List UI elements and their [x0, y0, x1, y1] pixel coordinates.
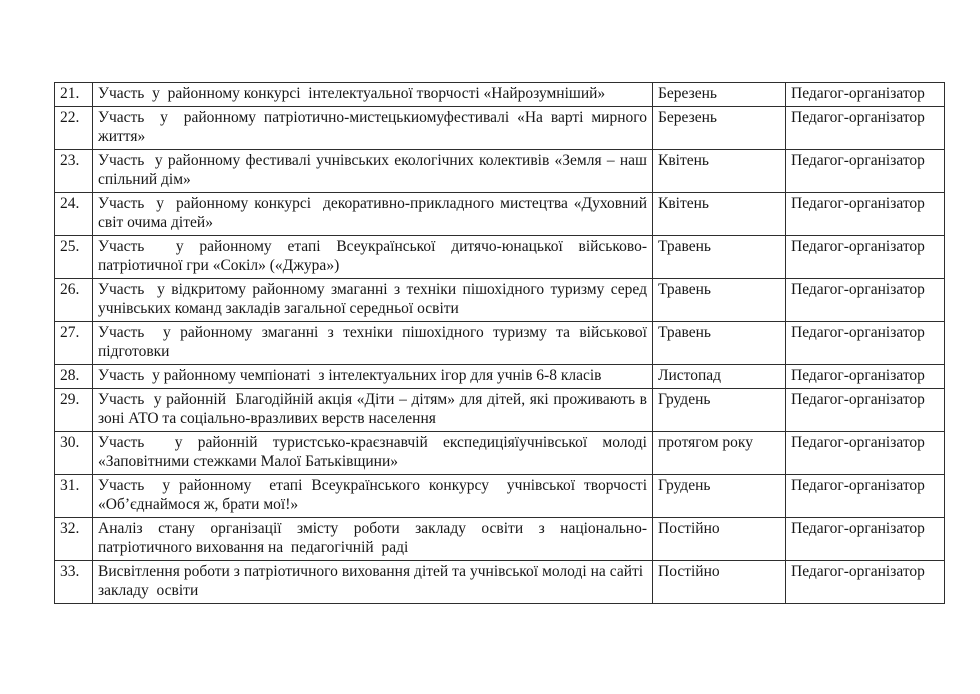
- responsible-cell: Педагог-організатор: [786, 389, 945, 432]
- responsible-cell: Педагог-організатор: [786, 279, 945, 322]
- term-cell: Грудень: [653, 475, 786, 518]
- activity-cell: Участь у районному конкурсі інтелектуальної творчості «Найрозумніший»: [93, 83, 653, 107]
- activity-cell: Участь у районній Благодійній акція «Діти – дітям» для дітей, які проживають в зоні АТО та соціально-вразливих верств населення: [93, 389, 653, 432]
- table-body: [55, 83, 945, 604]
- row-number-cell: 24.: [55, 193, 93, 236]
- term-cell: Березень: [653, 83, 786, 107]
- row-number-cell: 27.: [55, 322, 93, 365]
- responsible-cell: Педагог-організатор: [786, 475, 945, 518]
- table-row: [55, 322, 945, 365]
- responsible-cell: Педагог-організатор: [786, 107, 945, 150]
- table-row: [55, 518, 945, 561]
- row-number-cell: 28.: [55, 365, 93, 389]
- row-number-cell: 29.: [55, 389, 93, 432]
- term-cell: Травень: [653, 279, 786, 322]
- term-cell: Березень: [653, 107, 786, 150]
- activity-cell: Участь у районному етапі Всеукраїнської дитячо-юнацької військово-патріотичної гри «Сокіл» («Джура»): [93, 236, 653, 279]
- table-row: [55, 83, 945, 107]
- term-cell: протягом року: [653, 432, 786, 475]
- row-number-cell: 32.: [55, 518, 93, 561]
- responsible-cell: Педагог-організатор: [786, 193, 945, 236]
- responsible-cell: Педагог-організатор: [786, 83, 945, 107]
- table-row: [55, 193, 945, 236]
- term-cell: Постійно: [653, 518, 786, 561]
- table-row: [55, 365, 945, 389]
- term-cell: Квітень: [653, 193, 786, 236]
- row-number-cell: 22.: [55, 107, 93, 150]
- table-row: [55, 236, 945, 279]
- responsible-cell: Педагог-організатор: [786, 322, 945, 365]
- table-row: [55, 432, 945, 475]
- row-number-cell: 33.: [55, 561, 93, 604]
- activity-cell: Участь у районному чемпіонаті з інтелектуальних ігор для учнів 6-8 класів: [93, 365, 653, 389]
- responsible-cell: Педагог-організатор: [786, 561, 945, 604]
- table-row: [55, 561, 945, 604]
- activity-cell: Участь у районному фестивалі учнівських екологічних колективів «Земля – наш спільний дім»: [93, 150, 653, 193]
- term-cell: Травень: [653, 236, 786, 279]
- row-number-cell: 23.: [55, 150, 93, 193]
- responsible-cell: Педагог-організатор: [786, 150, 945, 193]
- term-cell: Постійно: [653, 561, 786, 604]
- table-row: [55, 475, 945, 518]
- term-cell: Грудень: [653, 389, 786, 432]
- activity-cell: Участь у районному патріотично-мистецькиомуфестивалі «На варті мирного життя»: [93, 107, 653, 150]
- row-number-cell: 25.: [55, 236, 93, 279]
- term-cell: Квітень: [653, 150, 786, 193]
- responsible-cell: Педагог-організатор: [786, 432, 945, 475]
- table-row: [55, 279, 945, 322]
- activity-cell: Участь у районному змаганні з техніки пішохідного туризму та військової підготовки: [93, 322, 653, 365]
- table-row: [55, 389, 945, 432]
- activities-table: [54, 82, 945, 604]
- activity-cell: Аналіз стану організації змісту роботи закладу освіти з національно-патріотичного виховання на педагогічній раді: [93, 518, 653, 561]
- term-cell: Листопад: [653, 365, 786, 389]
- activity-cell: Висвітлення роботи з патріотичного виховання дітей та учнівської молоді на сайті закладу освіти: [93, 561, 653, 604]
- responsible-cell: Педагог-організатор: [786, 518, 945, 561]
- table-row: [55, 150, 945, 193]
- row-number-cell: 26.: [55, 279, 93, 322]
- row-number-cell: 21.: [55, 83, 93, 107]
- activity-cell: Участь у відкритому районному змаганні з техніки пішохідного туризму серед учнівських команд закладів загальної середньої освіти: [93, 279, 653, 322]
- activity-cell: Участь у районному етапі Всеукраїнського конкурсу учнівської творчості «Об’єднаймося ж, брати мої!»: [93, 475, 653, 518]
- activity-cell: Участь у районній туристсько-краєзнавчій експедиціяїучнівської молоді «Заповітними стежками Малої Батьківщини»: [93, 432, 653, 475]
- activity-cell: Участь у районному конкурсі декоративно-прикладного мистецтва «Духовний світ очима дітей»: [93, 193, 653, 236]
- term-cell: Травень: [653, 322, 786, 365]
- responsible-cell: Педагог-організатор: [786, 236, 945, 279]
- table-row: [55, 107, 945, 150]
- row-number-cell: 30.: [55, 432, 93, 475]
- responsible-cell: Педагог-організатор: [786, 365, 945, 389]
- row-number-cell: 31.: [55, 475, 93, 518]
